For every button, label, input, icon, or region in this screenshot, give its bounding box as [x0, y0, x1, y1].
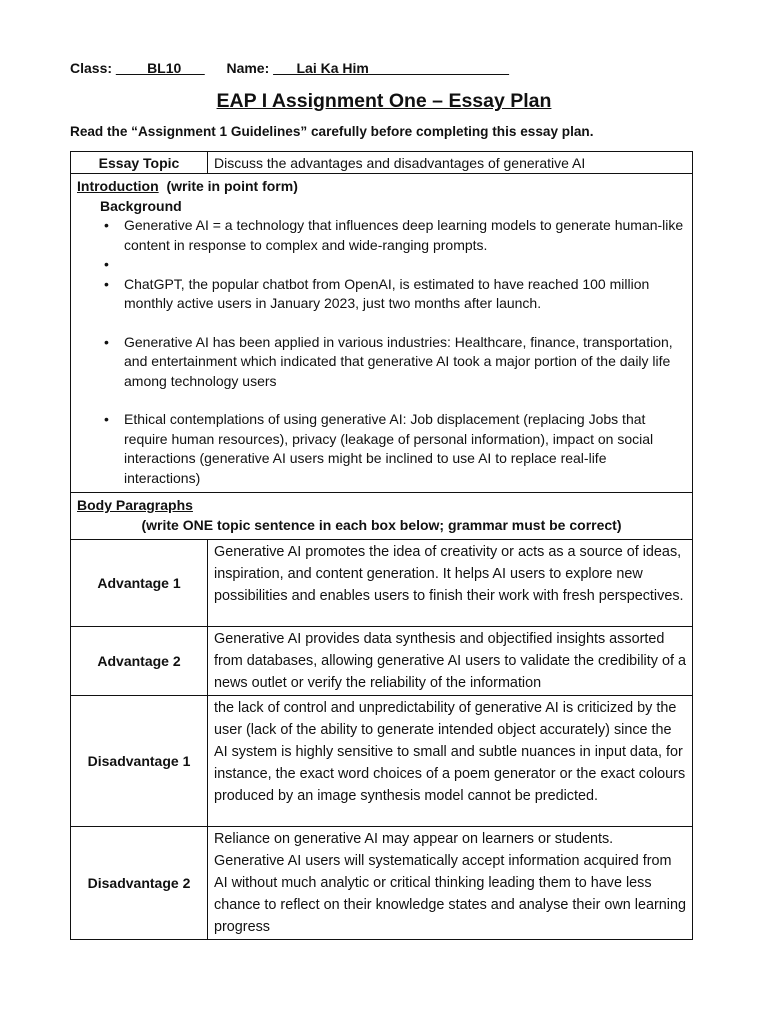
header-line	[70, 60, 509, 76]
advantage-2-text: Generative AI provides data synthesis and objectified insights assorted from databases, allowing generative AI users to validate the credibility of a news outlet or verify the reliability of the information	[208, 627, 693, 696]
introduction-row	[71, 174, 693, 493]
introduction-heading: Introduction (write in point form)	[77, 178, 298, 194]
essay-plan-table	[70, 151, 693, 940]
disadvantage-1-label: Disadvantage 1	[71, 696, 208, 827]
name-value: ___Lai Ka Him__________________	[273, 60, 510, 76]
background-points	[77, 216, 686, 488]
table-row	[71, 540, 693, 627]
advantage-1-label: Advantage 1	[71, 540, 208, 627]
disadvantage-1-text: the lack of control and unpredictability of generative AI is criticized by the user (lack of the ability to generate intended object accurately) since the AI system is highly sensitive to small and subtle nuances in input data, for instance, the exact word choices of a poem generator or the exact colours produced by an image synthesis model cannot be predicted.	[208, 696, 693, 827]
table-row	[71, 696, 693, 827]
list-item: • Generative AI has been applied in various industries: Healthcare, finance, transportation, and entertainment which indicated that generative AI took a major portion of the daily life among technology users	[77, 333, 686, 392]
introduction-note: (write in point form)	[166, 178, 298, 194]
list-item: • Generative AI = a technology that influences deep learning models to generate human-like content in response to complex and wide-ranging prompts.	[77, 216, 686, 255]
list-item	[77, 255, 686, 275]
class-value: ____BL10___	[115, 60, 205, 76]
list-item: • Ethical contemplations of using generative AI: Job displacement (replacing Jobs that require human resources), privacy (leakage of personal information), impact on social interactions (generative AI users might be inclined to use AI to replace real-life interactions)	[77, 410, 686, 488]
table-row	[71, 627, 693, 696]
disadvantage-2-text: Reliance on generative AI may appear on learners or students. Generative AI users will systematically accept information acquired from AI without much analytic or critical thinking leading them to have less chance to reflect on their knowledge states and analyse their own learning progress	[208, 827, 693, 940]
class-label: Class:	[70, 60, 113, 76]
advantage-2-label: Advantage 2	[71, 627, 208, 696]
body-header-cell	[71, 493, 693, 540]
disadvantage-2-label: Disadvantage 2	[71, 827, 208, 940]
topic-row	[71, 152, 693, 174]
instruction-text: Read the “Assignment 1 Guidelines” carefully before completing this essay plan.	[70, 124, 594, 139]
background-label: Background	[100, 198, 182, 214]
name-label: Name:	[226, 60, 270, 76]
body-heading: Body Paragraphs	[77, 497, 193, 513]
body-header-row	[71, 493, 693, 540]
table-row	[71, 827, 693, 940]
topic-text: Discuss the advantages and disadvantages of generative AI	[208, 152, 693, 174]
page-title: EAP I Assignment One – Essay Plan	[216, 90, 552, 112]
advantage-1-text: Generative AI promotes the idea of creativity or acts as a source of ideas, inspiration, and content generation. It helps AI users to explore new possibilities and enables users to finish their work with fresh perspectives.	[208, 540, 693, 627]
topic-label: Essay Topic	[71, 152, 208, 174]
introduction-cell	[71, 174, 693, 493]
body-instruction: (write ONE topic sentence in each box below; grammar must be correct)	[141, 517, 622, 533]
list-item: • ChatGPT, the popular chatbot from OpenAI, is estimated to have reached 100 million monthly active users in January 2023, just two months after launch.	[77, 275, 686, 314]
